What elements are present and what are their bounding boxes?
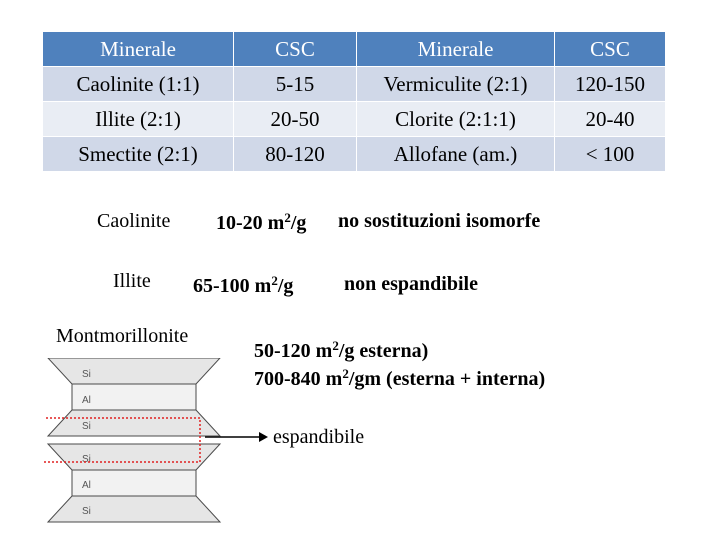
header-csc-1: CSC <box>234 32 357 67</box>
table-cell: Clorite (2:1:1) <box>357 102 555 137</box>
sheet-si-top <box>48 358 220 384</box>
caolinite-area-sup: 2 <box>284 210 291 225</box>
table-cell: Vermiculite (2:1) <box>357 67 555 102</box>
table-cell: Allofane (am.) <box>357 137 555 172</box>
table-cell: Illite (2:1) <box>43 102 234 137</box>
montmorillonite-area-total <box>254 366 545 391</box>
table-cell: Caolinite (1:1) <box>43 67 234 102</box>
sheet-label: Si <box>82 421 91 432</box>
table-cell: 5-15 <box>234 67 357 102</box>
header-minerale-2: Minerale <box>357 32 555 67</box>
illite-area-unit: /g <box>277 275 294 297</box>
table-cell: 20-50 <box>234 102 357 137</box>
sheet-si-bottom <box>48 410 220 436</box>
sheet-label: Si <box>82 506 91 517</box>
mont-line1-unit: /g esterna) <box>338 340 429 362</box>
table-cell: 120-150 <box>555 67 666 102</box>
montmorillonite-label: Montmorillonite <box>56 325 189 347</box>
table-row <box>43 102 666 137</box>
montmorillonite-area-external <box>254 338 428 363</box>
caolinite-label: Caolinite <box>97 210 171 232</box>
montmorillonite-structure-diagram <box>44 358 224 528</box>
sheet-label: Al <box>82 395 91 406</box>
mont-line2-sup: 2 <box>342 366 349 381</box>
table-row <box>43 137 666 172</box>
illite-area-sup: 2 <box>271 273 278 288</box>
sheet-si-bottom <box>48 496 220 522</box>
sheet-label: Si <box>82 369 91 380</box>
clay-layer-1 <box>48 358 220 436</box>
clay-layer-2 <box>48 444 220 522</box>
table-header-row <box>43 32 666 67</box>
mont-line1-sup: 2 <box>332 338 339 353</box>
caolinite-area-value: 10-20 m <box>216 212 285 234</box>
illite-area-value: 65-100 m <box>193 275 272 297</box>
mont-line2-value: 700-840 m <box>254 368 343 390</box>
table-cell: 80-120 <box>234 137 357 172</box>
illite-label: Illite <box>113 270 151 292</box>
header-minerale-1: Minerale <box>43 32 234 67</box>
table-cell: < 100 <box>555 137 666 172</box>
table-row <box>43 67 666 102</box>
sheet-label: Al <box>82 480 91 491</box>
caolinite-area-unit: /g <box>290 212 307 234</box>
mont-line2-unit: /gm (esterna + interna) <box>348 368 546 390</box>
illite-surface-area <box>193 273 293 298</box>
table-cell: Smectite (2:1) <box>43 137 234 172</box>
sheet-label: Si <box>82 454 91 465</box>
cec-table <box>42 31 666 172</box>
mont-line1-value: 50-120 m <box>254 340 333 362</box>
table-cell: 20-40 <box>555 102 666 137</box>
illite-note: non espandibile <box>344 273 478 295</box>
sheet-si-top <box>48 444 220 470</box>
caolinite-note: no sostituzioni isomorfe <box>338 210 541 232</box>
header-csc-2: CSC <box>555 32 666 67</box>
caolinite-surface-area <box>216 210 306 235</box>
montmorillonite-note: espandibile <box>273 426 365 448</box>
